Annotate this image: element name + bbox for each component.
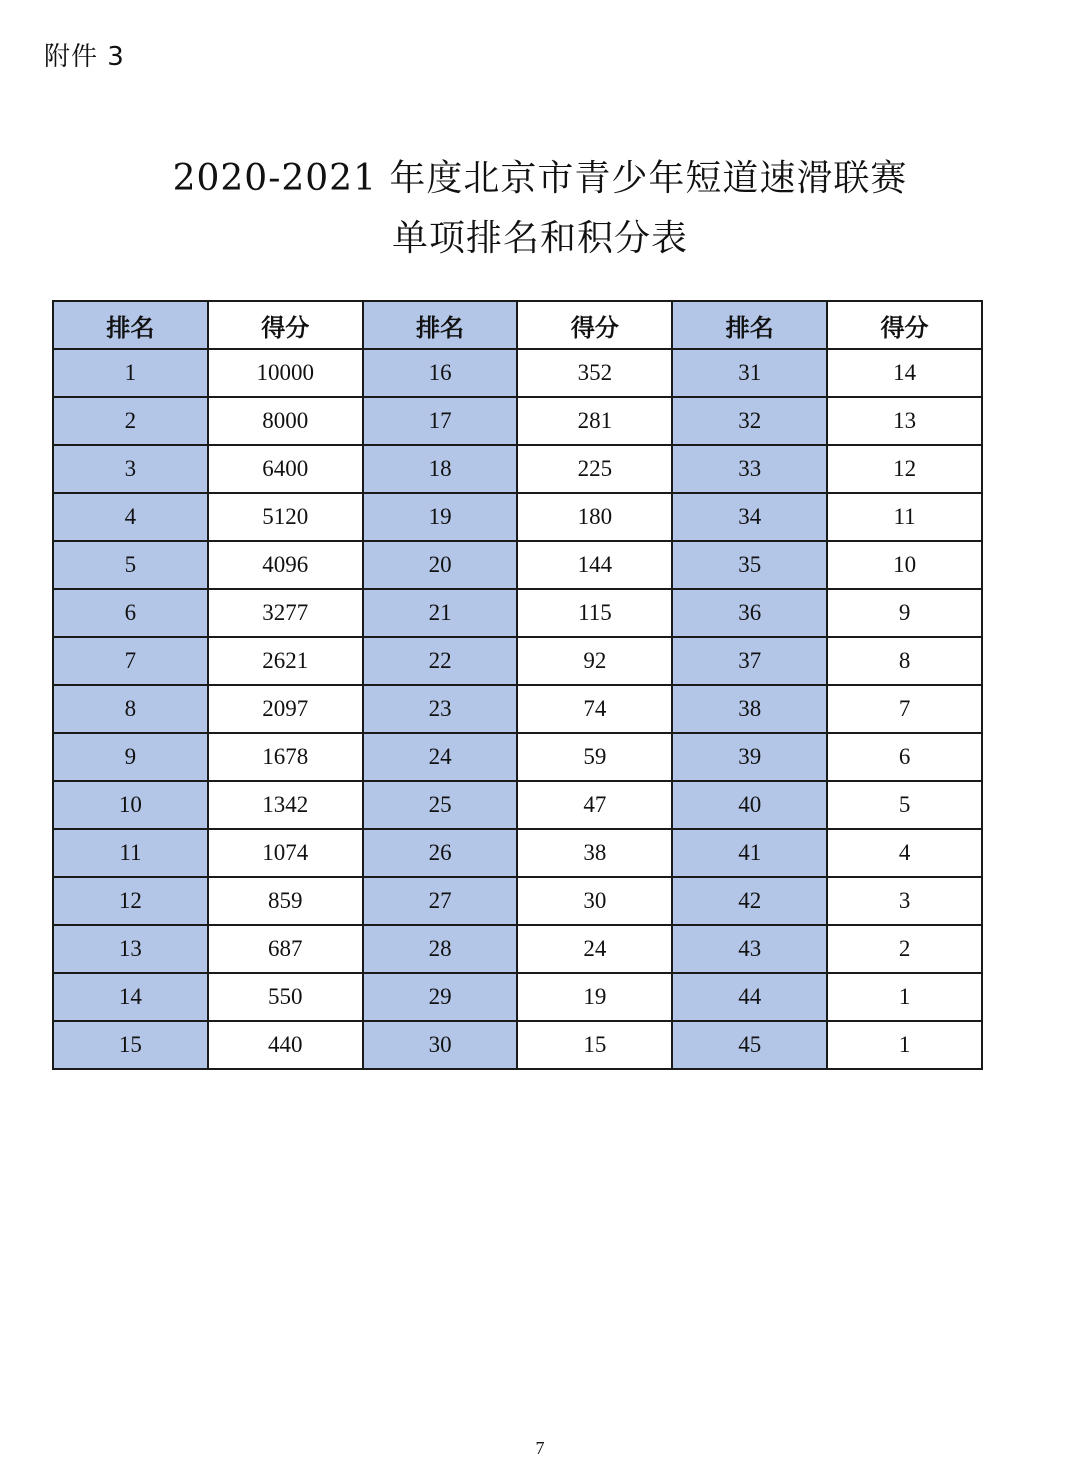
rank-cell: 8 [53, 685, 208, 733]
score-cell: 4096 [208, 541, 363, 589]
table-body [53, 349, 982, 1069]
score-cell: 687 [208, 925, 363, 973]
rank-cell: 34 [672, 493, 827, 541]
score-cell: 281 [517, 397, 672, 445]
score-cell: 4 [827, 829, 982, 877]
score-cell: 352 [517, 349, 672, 397]
rank-cell: 41 [672, 829, 827, 877]
score-cell: 7 [827, 685, 982, 733]
score-cell: 144 [517, 541, 672, 589]
rank-cell: 45 [672, 1021, 827, 1069]
score-cell: 19 [517, 973, 672, 1021]
rank-cell: 43 [672, 925, 827, 973]
rank-cell: 35 [672, 541, 827, 589]
score-cell: 8000 [208, 397, 363, 445]
rank-cell: 33 [672, 445, 827, 493]
score-cell: 550 [208, 973, 363, 1021]
score-cell: 1342 [208, 781, 363, 829]
rank-cell: 30 [363, 1021, 518, 1069]
rank-cell: 27 [363, 877, 518, 925]
page-subtitle: 单项排名和积分表 [391, 218, 688, 259]
score-cell: 6 [827, 733, 982, 781]
score-cell: 13 [827, 397, 982, 445]
score-cell: 440 [208, 1021, 363, 1069]
rank-cell: 44 [672, 973, 827, 1021]
header-score: 得分 [517, 301, 672, 349]
rank-cell: 15 [53, 1021, 208, 1069]
score-cell: 59 [517, 733, 672, 781]
rank-cell: 21 [363, 589, 518, 637]
table-row [53, 829, 982, 877]
rank-cell: 25 [363, 781, 518, 829]
page-title: 2020-2021 年度北京市青少年短道速滑联赛 [172, 158, 908, 199]
rank-cell: 14 [53, 973, 208, 1021]
table-row [53, 925, 982, 973]
score-cell: 1074 [208, 829, 363, 877]
rank-cell: 1 [53, 349, 208, 397]
rank-cell: 11 [53, 829, 208, 877]
rank-cell: 2 [53, 397, 208, 445]
rank-cell: 23 [363, 685, 518, 733]
ranking-score-table [52, 300, 983, 1070]
rank-cell: 16 [363, 349, 518, 397]
attachment-label: 附件 3 [44, 42, 125, 72]
rank-cell: 42 [672, 877, 827, 925]
score-cell: 1678 [208, 733, 363, 781]
score-cell: 24 [517, 925, 672, 973]
score-cell: 11 [827, 493, 982, 541]
score-cell: 2097 [208, 685, 363, 733]
rank-cell: 18 [363, 445, 518, 493]
rank-cell: 3 [53, 445, 208, 493]
rank-cell: 40 [672, 781, 827, 829]
score-cell: 38 [517, 829, 672, 877]
score-cell: 115 [517, 589, 672, 637]
score-cell: 859 [208, 877, 363, 925]
rank-cell: 28 [363, 925, 518, 973]
rank-cell: 32 [672, 397, 827, 445]
table-row [53, 349, 982, 397]
rank-cell: 37 [672, 637, 827, 685]
rank-cell: 9 [53, 733, 208, 781]
rank-cell: 4 [53, 493, 208, 541]
table-row [53, 1021, 982, 1069]
table-header-row [53, 301, 982, 349]
table-row [53, 493, 982, 541]
score-cell: 15 [517, 1021, 672, 1069]
score-cell: 10000 [208, 349, 363, 397]
rank-cell: 26 [363, 829, 518, 877]
table-row [53, 541, 982, 589]
score-cell: 30 [517, 877, 672, 925]
rank-cell: 5 [53, 541, 208, 589]
header-rank: 排名 [53, 301, 208, 349]
rank-cell: 12 [53, 877, 208, 925]
rank-cell: 10 [53, 781, 208, 829]
header-rank: 排名 [672, 301, 827, 349]
score-cell: 3 [827, 877, 982, 925]
rank-cell: 6 [53, 589, 208, 637]
table-row [53, 445, 982, 493]
score-cell: 2 [827, 925, 982, 973]
page-number: 7 [535, 1438, 545, 1458]
score-cell: 12 [827, 445, 982, 493]
rank-cell: 29 [363, 973, 518, 1021]
score-cell: 225 [517, 445, 672, 493]
rank-cell: 36 [672, 589, 827, 637]
score-cell: 5 [827, 781, 982, 829]
rank-cell: 13 [53, 925, 208, 973]
table-row [53, 733, 982, 781]
score-cell: 14 [827, 349, 982, 397]
table-row [53, 781, 982, 829]
score-cell: 47 [517, 781, 672, 829]
rank-cell: 31 [672, 349, 827, 397]
score-cell: 6400 [208, 445, 363, 493]
score-cell: 2621 [208, 637, 363, 685]
score-cell: 180 [517, 493, 672, 541]
score-cell: 1 [827, 1021, 982, 1069]
score-cell: 5120 [208, 493, 363, 541]
rank-cell: 17 [363, 397, 518, 445]
score-cell: 3277 [208, 589, 363, 637]
score-cell: 9 [827, 589, 982, 637]
header-score: 得分 [208, 301, 363, 349]
table-row [53, 397, 982, 445]
rank-cell: 24 [363, 733, 518, 781]
rank-cell: 38 [672, 685, 827, 733]
score-cell: 92 [517, 637, 672, 685]
rank-cell: 20 [363, 541, 518, 589]
score-cell: 8 [827, 637, 982, 685]
score-cell: 10 [827, 541, 982, 589]
rank-cell: 22 [363, 637, 518, 685]
rank-cell: 39 [672, 733, 827, 781]
score-cell: 1 [827, 973, 982, 1021]
table-row [53, 685, 982, 733]
table-row [53, 637, 982, 685]
table-row [53, 877, 982, 925]
rank-cell: 7 [53, 637, 208, 685]
header-rank: 排名 [363, 301, 518, 349]
rank-cell: 19 [363, 493, 518, 541]
score-cell: 74 [517, 685, 672, 733]
table-row [53, 589, 982, 637]
header-score: 得分 [827, 301, 982, 349]
table-row [53, 973, 982, 1021]
